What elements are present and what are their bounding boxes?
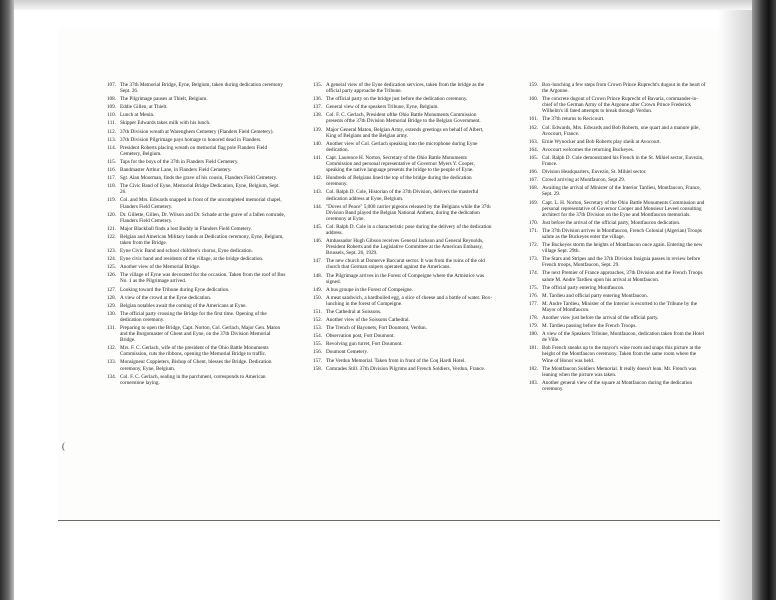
caption-text: The village of Eyne was decorated for the occasion. Taken from the roof of Bus No. 1 as the Pilgrimage arrived. — [120, 272, 286, 285]
caption-entry — [508, 345, 708, 363]
caption-entry — [86, 359, 286, 371]
caption-number: 110. — [107, 112, 116, 119]
caption-text: Ambassador Hugh Gibson receives General Jackson and General Reynolds, President Roberts and the Legislative Committee at the American Embassy, Brussels, Sept. 26, 1929. — [326, 238, 484, 257]
document-page — [58, 28, 720, 528]
caption-number: 116. — [107, 167, 116, 174]
caption-entry — [86, 175, 286, 181]
caption-number: 157. — [312, 357, 322, 364]
caption-text: Box-lunching a few steps from Crown Prince Ruprecht's dugout in the heart of the Argonne. — [542, 82, 706, 95]
caption-number: 131. — [106, 325, 116, 331]
caption-text: The next Premier of France approaches, 37th Division and the French Troops salute M. Andre Tardieu upon his arrival at Montfaucon. — [542, 270, 703, 283]
caption-text: Ernie Wynocker and Bob Roberts play sheik at Avocourt. — [542, 138, 661, 145]
caption-number: 147. — [312, 258, 322, 265]
caption-text: The 37th returns to Recicourt. — [542, 116, 605, 123]
caption-text: The Cathedral at Soissons. — [326, 309, 382, 315]
caption-number: 151. — [312, 309, 322, 315]
caption-number: 176. — [528, 292, 538, 299]
caption-text: The official party entering Montfaucon. — [542, 284, 625, 291]
caption-entry — [86, 167, 286, 173]
caption-entry — [508, 200, 708, 218]
caption-number: 142. — [312, 175, 322, 182]
caption-entry — [292, 96, 492, 102]
caption-number: 148. — [312, 272, 322, 279]
caption-text: Bandmaster Arthur Lane, in Flanders Field Cemetery. — [120, 167, 232, 174]
caption-entry — [508, 228, 708, 240]
caption-entry — [292, 204, 492, 222]
caption-number: 169. — [528, 199, 538, 206]
caption-entry — [508, 301, 708, 313]
caption-text: The Verdun Memorial. Taken from in front of the Coq Hardi Hotel. — [326, 357, 466, 364]
caption-number: 140. — [312, 140, 322, 147]
caption-text: Capt. Laurence H. Norton, Secretary of the Ohio Battle Monuments Commission and personal representative of Governor Myers Y. Cooper, speaking the native language presents the bridge to the people of Eyne. — [326, 154, 475, 174]
caption-entry — [508, 96, 708, 114]
caption-text: The concrete dugout of Crown Prince Ruprecht of Bavaria, commander-in-chief of the German Army of the Argonne after Crown Prince Frederick Wilhelm's ill fated attempts to break through Verdun. — [542, 96, 699, 115]
scan-shadow — [718, 10, 752, 600]
caption-text: Col. F. C. Gerlach, President ofthe Ohio Battle Monuments Commission presents ofthe 37th Division Memorial Bridge to the Belgian Government. — [326, 112, 481, 125]
caption-text: Another view just before the arrival of the official party. — [542, 315, 659, 321]
caption-entry — [86, 234, 286, 246]
caption-entry — [86, 256, 286, 262]
caption-text: Another view of the Soissons Cathedral. — [326, 317, 410, 324]
caption-entry — [508, 315, 708, 321]
caption-text: Observation post, Fort Doumont. — [326, 333, 395, 340]
caption-entry — [292, 112, 492, 124]
caption-entry — [86, 295, 286, 301]
caption-entry — [86, 303, 286, 309]
caption-number: 143. — [312, 189, 322, 196]
caption-entry — [508, 220, 708, 226]
caption-text: Capt. L. H. Norton, Secretary of the Ohio Battle Monuments Commission and personal representative of Governor Cooper and Monsieur Leveel consulting architect for the 37th Division on the Eyne and Montfaucon memorials. — [542, 199, 705, 218]
caption-number: 153. — [312, 325, 322, 332]
caption-text: Sgt. Alan Moorman, finds the grave of his cousin, Flanders Field Cemetery. — [120, 175, 278, 182]
caption-text: General view of the speakers Tribune, Eyne, Belgium. — [326, 104, 439, 111]
caption-number: 107. — [106, 82, 116, 88]
caption-number: 134. — [106, 373, 116, 380]
caption-text: Comrades Still. 37th Division Pilgrims and French Soldiers, Verdun, France. — [326, 365, 486, 372]
caption-number: 152. — [312, 317, 322, 324]
caption-number: 171. — [528, 227, 538, 234]
caption-number: 113. — [107, 136, 116, 143]
caption-text: Another view of the Memorial Bridge. — [120, 264, 201, 271]
caption-number: 158. — [312, 365, 322, 372]
caption-text: A general view of the Eyne dedication services, taken from the bridge as the official party approache the Tribune. — [326, 82, 485, 95]
caption-text: Lunch at Menin. — [120, 112, 155, 119]
caption-column-right — [508, 82, 708, 394]
caption-text: Bob French sneaks up to the mayor's wine room and snaps this picture at the height of the Montfaucon ceremony. Taken from the same room where the Wine of Honor was held. — [542, 345, 701, 364]
caption-number: 144. — [312, 203, 322, 210]
caption-entry — [292, 104, 492, 110]
caption-number: 161. — [528, 116, 538, 123]
caption-entry — [292, 366, 492, 372]
caption-number: 175. — [528, 284, 538, 291]
caption-number: 126. — [106, 272, 116, 279]
caption-text: A view of the crowd at the Eyne dedication. — [120, 294, 212, 301]
caption-text: President Roberts placing wreath on memorial flag pole Flanders Field Cemetery, Belgium. — [120, 144, 268, 157]
caption-number: 177. — [528, 300, 538, 307]
caption-number: 108. — [106, 96, 116, 103]
caption-text: Crowd arriving at Montfaucon, Sept 29. — [542, 177, 626, 184]
caption-entry — [508, 155, 708, 167]
caption-text: Another general view of the square at Montfaucon during the dedication ceremony. — [542, 379, 693, 392]
scan-edge-right — [752, 0, 776, 600]
caption-text: Eddie Gillen, at Thielt. — [120, 104, 168, 111]
caption-number: 133. — [106, 359, 116, 366]
caption-number: 120. — [106, 211, 116, 218]
caption-entry — [86, 264, 286, 270]
caption-text: The 37th Memorial Bridge, Eyne, Belgium, taken during dedication ceremony Sept. 26. — [120, 82, 283, 95]
caption-entry — [508, 185, 708, 197]
caption-text: Just before the arrival of the official party, Montfaucon dedication. — [542, 219, 681, 226]
caption-entry — [508, 177, 708, 183]
caption-text: The official party crossing the Bridge for the first time. Opening of the dedication ceremony. — [120, 310, 267, 323]
caption-text: Col. Edwards, Mrs. Edwards and Bob Roberts, one quart and a manure pile, Avocourt, France. — [542, 124, 700, 137]
caption-text: Dr. Gillette, Gillen, Dr. Wilson and Dr. Schade at the grave of a fallen comrade, Flanders Field Cemetery. — [120, 211, 286, 224]
caption-text: A meat sandwich, a hardboiled egg, a slice of cheese and a bottle of water. Box-lunching in the forest of Compeigne. — [326, 294, 492, 307]
caption-number: 138. — [312, 112, 322, 119]
caption-entry — [86, 287, 286, 293]
caption-entry — [86, 272, 286, 284]
caption-number: 114. — [107, 144, 116, 151]
caption-number: 117. — [107, 175, 116, 182]
caption-text: M. Tardieu and official party entering Montfaucon. — [542, 292, 649, 299]
caption-number: 127. — [106, 286, 116, 293]
caption-text: The new church at Domerve Baccarat sector. It was from the ruins of the old church that German snipers operated against the Americans. — [326, 258, 485, 271]
caption-column-middle — [292, 82, 492, 374]
caption-number: 181. — [528, 345, 538, 352]
caption-text: Hundreds of Belgians lined the top of the bridge during the dedication ceremony. — [326, 175, 472, 188]
caption-text: The official party on the bridge just before the dedication ceremony. — [326, 96, 468, 103]
caption-number: 136. — [312, 96, 322, 103]
caption-entry — [292, 325, 492, 331]
caption-number: 183. — [528, 379, 538, 386]
caption-entry — [86, 345, 286, 357]
caption-number: 154. — [312, 333, 322, 340]
caption-entry — [86, 82, 286, 94]
caption-number: 166. — [528, 169, 538, 176]
caption-entry — [86, 183, 286, 195]
caption-number: 159. — [528, 82, 538, 88]
caption-number: 128. — [106, 294, 116, 301]
caption-entry — [508, 169, 708, 175]
caption-number: 132. — [106, 345, 116, 352]
caption-number: 137. — [312, 104, 322, 111]
caption-text: Col. Ralph D. Cole in a characteristic pose during the delivery of the dedication address. — [326, 223, 492, 236]
caption-text: Awaiting the arrival of Minister of the Interior Tardieu, Montfaucon, France, Sept. 29. — [542, 185, 701, 198]
caption-text: The Stars and Stripes and the 37th Division Insignia passes in review before French troops, Montfaucon, Sept. 29. — [542, 256, 701, 269]
caption-number: 170. — [528, 219, 538, 226]
caption-text: Looking toward the Tribune during Eyne dedication. — [120, 286, 230, 293]
caption-number: 150. — [312, 294, 322, 301]
caption-number: 125. — [106, 264, 116, 271]
caption-entry — [86, 159, 286, 165]
caption-number: 174. — [528, 270, 538, 277]
caption-text: Col. and Mrs. Edwards snapped in front of the uncompleted memorial chapel, Flanders Field Cemetery. — [120, 197, 282, 210]
caption-text: "Doves of Peace" 5,000 carrier pigeons released by the Belgians while the 37th Division Band played the Belgian National Anthem, during the dedication ceremony at Eyne. — [326, 203, 491, 222]
caption-text: Skipper Edwards takes milk with his lunch. — [120, 120, 211, 127]
caption-number: 123. — [106, 248, 116, 255]
caption-number: 156. — [312, 349, 322, 356]
caption-number: 179. — [528, 323, 538, 330]
caption-entry — [292, 238, 492, 256]
caption-text: M. Andre Tardieu, Minister of the Interior is escorted to the Tribune by the Mayor of Montfaucon. — [542, 300, 697, 313]
caption-number: 168. — [528, 185, 538, 192]
caption-number: 146. — [312, 238, 322, 245]
caption-text: Mrs. F. C. Gerlach, wife of the president of the Ohio Battle Monuments Commission, cuts the ribbons, opening the Memorial Bridge to traffic. — [120, 345, 269, 358]
caption-entry — [86, 226, 286, 232]
caption-number: 149. — [312, 286, 322, 293]
caption-entry — [292, 155, 492, 173]
caption-entry — [508, 139, 708, 145]
caption-entry — [292, 349, 492, 355]
caption-entry — [508, 366, 708, 378]
caption-text: Eyne civic band and residents of the village, at the bridge dedication. — [120, 256, 264, 263]
caption-entry — [292, 358, 492, 364]
caption-number: 129. — [106, 302, 116, 309]
caption-text: Doumont Cemetery. — [326, 349, 369, 356]
caption-entry — [292, 273, 492, 285]
caption-number: 111. — [107, 120, 116, 127]
caption-entry — [508, 331, 708, 343]
caption-entry — [292, 317, 492, 323]
caption-number: 178. — [528, 315, 538, 321]
caption-entry — [292, 189, 492, 201]
caption-entry — [86, 112, 286, 118]
caption-number: 139. — [312, 126, 322, 133]
caption-number: 135. — [312, 82, 322, 88]
page-bottom-rule — [58, 520, 720, 521]
caption-text: Col. Ralph D. Cole demonstrated his French in the St. Mihiel sector, Euvezin, France. — [542, 154, 704, 168]
margin-pencil-mark: ( — [62, 441, 65, 451]
caption-number: 109. — [106, 104, 116, 111]
caption-entry — [292, 82, 492, 94]
caption-text: The Civic Band of Eyne, Memorial Bridge Dedication, Eyne, Belgium, Sept. 26. — [120, 183, 280, 196]
caption-entry — [86, 145, 286, 157]
caption-column-left — [86, 82, 286, 388]
caption-text: Col. F. C. Gerlach, sealing in the parchment, corresponds to American cornerstone laying. — [120, 373, 266, 386]
caption-text: The Trench of Bayonets, Fort Doumont, Verdun. — [326, 325, 427, 332]
caption-entry — [86, 96, 286, 102]
caption-number: 121. — [106, 225, 116, 232]
caption-number: 130. — [106, 310, 116, 317]
scan-edge-top — [14, 0, 752, 10]
caption-text: Monsigneur Coppieters, Bishop of Ghent, blesses the Bridge. Dedication ceremony, Eyne, Belgium. — [120, 359, 272, 372]
caption-entry — [86, 197, 286, 209]
caption-entry — [86, 212, 286, 224]
caption-text: Taps for the boys of the 37th in Flanders Field Cemetery. — [120, 158, 239, 165]
caption-entry — [508, 293, 708, 299]
caption-text: Eyne Civic Band and school children's chorus, Eyne dedication. — [120, 248, 253, 255]
caption-entry — [508, 256, 708, 268]
caption-text: Major Blackball finds a lost Buddy in Flanders Field Cemetery. — [120, 225, 252, 232]
caption-text: Avocourt welcomes the returning Buckeyes. — [542, 146, 634, 153]
caption-number: 112. — [107, 128, 116, 135]
caption-text: M. Tardieu passing before the French Troops. — [542, 323, 637, 330]
caption-entry — [292, 295, 492, 307]
caption-number: 118. — [107, 183, 116, 190]
caption-number: 164. — [528, 146, 538, 153]
caption-number: 172. — [528, 242, 538, 249]
caption-text: Belgian notables await the coming of the Americans at Eyne. — [120, 302, 247, 309]
scan-edge-left — [0, 0, 14, 600]
caption-entry — [86, 248, 286, 254]
caption-entry — [86, 120, 286, 126]
caption-entry — [86, 129, 286, 135]
caption-number: 160. — [528, 96, 538, 103]
caption-number: 155. — [312, 341, 322, 348]
caption-entry — [292, 175, 492, 187]
caption-number: 145. — [312, 223, 322, 230]
caption-entry — [292, 309, 492, 315]
caption-text: Revolving gun turret, Fort Doumont. — [326, 341, 403, 348]
caption-text: The Pilgrimage pauses at Thielt, Belgium. — [120, 96, 208, 103]
caption-entry — [508, 270, 708, 282]
caption-text: Belgian and American Military bands at Dedication ceremony, Eyne, Belgium, taken from the Bridge. — [120, 233, 284, 246]
caption-number: 167. — [528, 177, 538, 184]
caption-number: 162. — [528, 124, 538, 131]
caption-text: The Buckeyes storm the heights of Montfaucon once again. Entering the new village Sept. 29th. — [542, 242, 703, 255]
caption-text: The Montfaucon Soldiers Memorial. It really doesn't lean. Mr. French was leaning when the picture was taken. — [542, 365, 697, 378]
caption-number: 119. — [107, 197, 116, 204]
caption-number: 165. — [528, 154, 538, 161]
caption-text: Preparing to open the Bridge, Capt. Norton, Col. Gerlach, Major Gen. Maton and the Burgomaster of Ghent and Eyne, on the 37th Division Memorial Bridge. — [120, 325, 281, 344]
caption-entry — [86, 374, 286, 386]
caption-entry — [508, 82, 708, 94]
caption-entry — [508, 380, 708, 392]
caption-text: Division Headquarters, Euvezin, St. Mihiel sector. — [542, 169, 647, 176]
caption-number: 122. — [106, 233, 116, 240]
caption-text: 37th Division Pilgrimage pays homage to honored dead in Flanders. — [120, 136, 262, 143]
caption-number: 182. — [528, 365, 538, 372]
caption-entry — [292, 258, 492, 270]
caption-entry — [292, 287, 492, 293]
caption-entry — [292, 127, 492, 139]
caption-entry — [508, 285, 708, 291]
caption-entry — [292, 333, 492, 339]
caption-text: 37th Division wreath at Warenghem Cemetery (Flanders Field Cemetery). — [120, 128, 274, 135]
caption-text: Col. Ralph D. Cole, Historian of the 37th Division, delivers the masterful dedication address at Eyne, Belgium. — [326, 189, 479, 202]
caption-number: 141. — [312, 154, 322, 161]
caption-entry — [508, 116, 708, 122]
caption-entry — [86, 325, 286, 343]
caption-text: Major General Maton, Belgian Army, extends greetings on behalf of Albert, King of Belgians and the Belgian army. — [326, 126, 484, 139]
caption-entry — [292, 141, 492, 153]
caption-text: The Pilgrimage arrives in the Forest of Compeigne where the Armistice was signed. — [326, 272, 485, 285]
caption-text: A bus groupe in the Forest of Compeigne. — [326, 286, 414, 293]
caption-number: 163. — [528, 138, 538, 145]
caption-entry — [292, 341, 492, 347]
caption-entry — [292, 224, 492, 236]
caption-number: 180. — [528, 331, 538, 338]
caption-entry — [508, 147, 708, 153]
caption-entry — [508, 242, 708, 254]
caption-number: 115. — [107, 158, 116, 165]
caption-text: The 37th Division arrives in Montfaucon, French Colonial (Algerian) Troops salute as the Buckeyes enter the village. — [542, 227, 702, 240]
caption-number: 124. — [106, 256, 116, 263]
caption-entry — [86, 104, 286, 110]
caption-text: A view of the Speakers Tribune, Montfaucon, dedication taken from the Hotel de Ville. — [542, 331, 705, 344]
caption-entry — [86, 311, 286, 323]
caption-entry — [508, 323, 708, 329]
caption-entry — [508, 125, 708, 137]
caption-text: Another view of Col. Gerlach speaking into the microphone during Eyne dedication. — [326, 140, 478, 153]
caption-entry — [86, 137, 286, 143]
caption-number: 173. — [528, 256, 538, 263]
